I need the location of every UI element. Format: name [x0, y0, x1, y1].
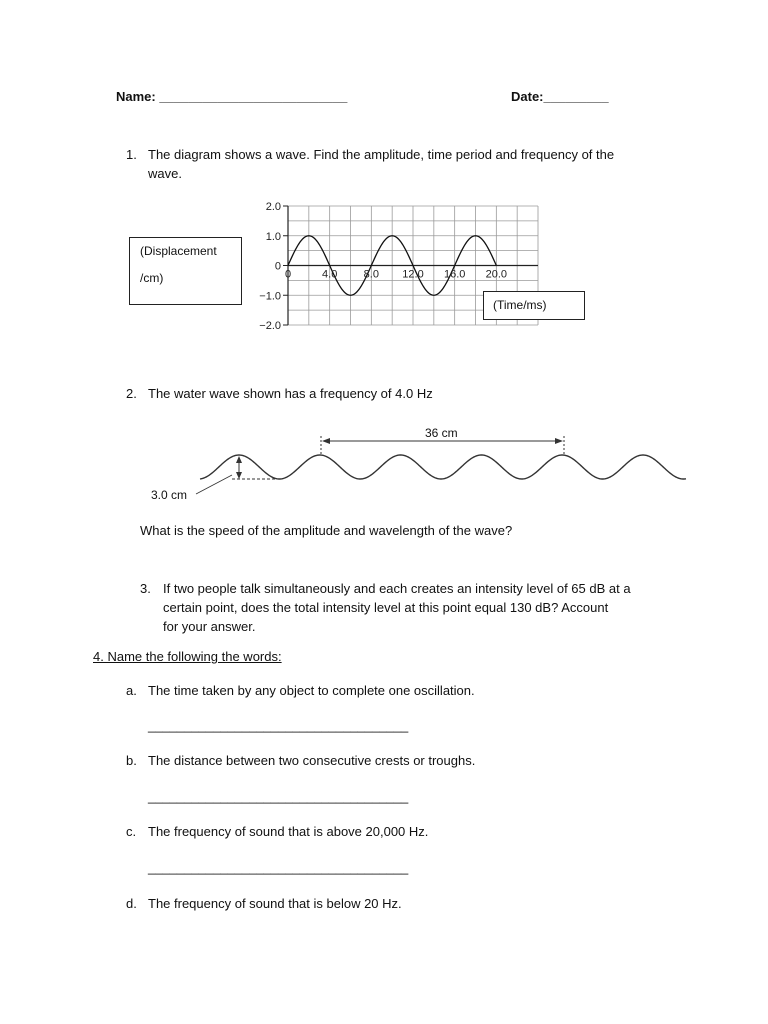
q2-text: The water wave shown has a frequency of 4.0 Hz [148, 386, 433, 401]
x-tick-label: 16.0 [443, 268, 466, 281]
name-label: Name: __________________________ [116, 89, 348, 104]
q3-line2: certain point, does the total intensity level at this point equal 130 dB? Account [163, 600, 609, 615]
y-tick-label: 2.0 [265, 201, 281, 213]
q1-text-line1: The diagram shows a wave. Find the amplitude, time period and frequency of the [148, 147, 615, 162]
amplitude-arrow-down [236, 472, 242, 479]
y-tick-label: 1.0 [265, 230, 281, 243]
x-tick-label: 4.0 [322, 268, 338, 281]
q4-heading: 4. Name the following the words: [93, 649, 282, 664]
date-label: Date:_________ [511, 89, 609, 104]
wavelength-arrow-right [555, 438, 563, 444]
q4a-text: The time taken by any object to complete one oscillation. [148, 683, 475, 698]
wave-chart [0, 0, 768, 340]
y-tick-label: 0 [274, 260, 281, 273]
x-tick-label: 0 [284, 268, 292, 281]
water-wave [200, 455, 686, 479]
q4c-letter: c. [126, 824, 137, 839]
q3-number: 3. [140, 581, 151, 596]
water-wave-diagram [0, 420, 768, 510]
q2-number: 2. [126, 386, 137, 401]
y-axis-label-line2: /cm) [140, 271, 164, 285]
y-tick-label: −1.0 [259, 290, 281, 303]
q4b-text: The distance between two consecutive crests or troughs. [148, 753, 476, 768]
wavelength-label: 36 cm [425, 426, 458, 440]
wavelength-arrow-left [322, 438, 330, 444]
amplitude-label: 3.0 cm [151, 488, 188, 502]
q1-text-line2: wave. [148, 166, 182, 181]
x-tick-label: 20.0 [485, 268, 508, 281]
q4d-text: The frequency of sound that is below 20 Hz. [148, 896, 402, 911]
y-tick-label: −2.0 [259, 320, 281, 332]
q4a-answer-blank[interactable]: ____________________________________ [148, 718, 409, 733]
x-axis-label-box [483, 291, 585, 320]
x-tick-label: 8.0 [363, 268, 379, 281]
q4c-answer-blank[interactable]: ____________________________________ [148, 860, 409, 875]
q1-number: 1. [126, 147, 137, 162]
x-tick-label: 12.0 [402, 268, 424, 281]
amplitude-arrow-up [236, 456, 242, 463]
amplitude-leader-line [196, 475, 232, 494]
x-axis-label: (Time/ms) [493, 298, 547, 312]
q4c-text: The frequency of sound that is above 20,000 Hz. [148, 824, 429, 839]
q4b-letter: b. [126, 753, 137, 768]
q4d-letter: d. [126, 896, 137, 911]
y-axis-label-line1: (Displacement [140, 244, 217, 258]
q3-line3: for your answer. [163, 619, 256, 634]
q2-question: What is the speed of the amplitude and wavelength of the wave? [140, 523, 513, 538]
q4a-letter: a. [126, 683, 137, 698]
q3-line1: If two people talk simultaneously and each creates an intensity level of 65 dB at a [163, 581, 631, 596]
q4b-answer-blank[interactable]: ____________________________________ [148, 789, 409, 804]
